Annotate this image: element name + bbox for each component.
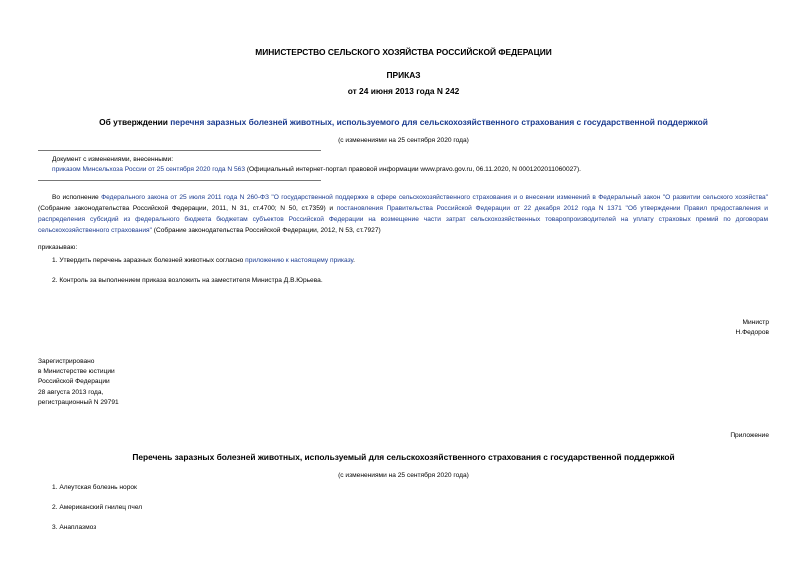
registration-line: в Министерстве юстиции — [38, 368, 115, 376]
document-title — [0, 117, 807, 128]
appendix-link[interactable]: приложению к настоящему приказу — [245, 257, 354, 264]
title-prefix: Об утверждении — [99, 117, 171, 127]
amendments-label: Документ с изменениями, внесенными: — [52, 156, 174, 163]
signature-name: Н.Федоров — [735, 329, 769, 336]
title-link[interactable]: перечня заразных болезней животных, используемого для сельскохозяйственного страхования с государственной поддержкой — [170, 117, 708, 127]
appendix-title: Перечень заразных болезней животных, используемый для сельскохозяйственного страхования с государственной поддержкой — [132, 452, 675, 462]
order-item-1-end: . — [353, 257, 356, 264]
list-item: 2. Американский гнилец пчел — [52, 504, 143, 511]
divider-top — [38, 150, 321, 151]
amendment-link[interactable]: приказом Минсельхоза России от 25 сентября 2020 года N 563 — [52, 166, 246, 173]
registration-line: Российской Федерации — [38, 378, 110, 386]
registration-line: 28 августа 2013 года, — [38, 388, 104, 396]
order-item-2: 2. Контроль за выполнением приказа возложить на заместителя Министра Д.В.Юрьева. — [52, 277, 323, 284]
signature-position: Министр — [742, 319, 769, 326]
list-item: 1. Алеутская болезнь норок — [52, 484, 137, 491]
registration-line: регистрационный N 29791 — [38, 398, 119, 406]
preamble-paragraph — [38, 192, 768, 236]
appendix-label: Приложение — [730, 432, 769, 439]
ministry-heading: МИНИСТЕРСТВО СЕЛЬСКОГО ХОЗЯЙСТВА РОССИЙСКОЙ ФЕДЕРАЦИИ — [255, 47, 552, 57]
amendments-line — [52, 166, 581, 175]
divider-bottom — [38, 180, 321, 181]
preamble-text-2: (Собрание законодательства Российской Федерации, 2011, N 31, ст.4700; N 50, ст.7359) и — [38, 205, 337, 212]
list-item: 3. Анаплазмоз — [52, 524, 97, 531]
registration-block — [38, 357, 238, 408]
changes-note: (с изменениями на 25 сентября 2020 года) — [338, 137, 469, 144]
registration-line: Зарегистрировано — [38, 358, 95, 365]
preamble-text-3: (Собрание законодательства Российской Федерации, 2012, N 53, ст.7927) — [151, 227, 381, 234]
order-item-1-text: 1. Утвердить перечень заразных болезней животных согласно — [52, 257, 246, 264]
doc-date-heading: от 24 июня 2013 года N 242 — [347, 86, 460, 96]
appendix-changes-note: (с изменениями на 25 сентября 2020 года) — [338, 472, 469, 479]
amendment-source: (Официальный интернет-портал правовой информации www.pravo.gov.ru, 06.11.2020, N 0001202011060027). — [245, 166, 581, 173]
doc-type-heading: ПРИКАЗ — [386, 70, 421, 80]
federal-law-link[interactable]: Федерального закона от 25 июля 2011 года N 260-ФЗ "О государственной поддержке в сфере сельскохозяйственного страхования и о внесении изменений в Федеральный закон "О развитии сельского хозяйства" — [101, 194, 769, 201]
preamble-text-1: Во исполнение — [52, 194, 102, 201]
government-decree-link[interactable]: постановления Правительства Российской Федерации от 22 декабря 2012 года N 1371 "Об утверждении Правил предоставления и распределения субсидий из федерального бюджета бюджетам субъектов Российской Федерации на возмещение части затрат сельскохозяйственных товаропроизводителей на уплату страховых премий по договорам сельскохозяйственного страхования" — [38, 205, 768, 234]
order-item-1 — [52, 257, 355, 266]
order-word: приказываю: — [38, 244, 78, 251]
